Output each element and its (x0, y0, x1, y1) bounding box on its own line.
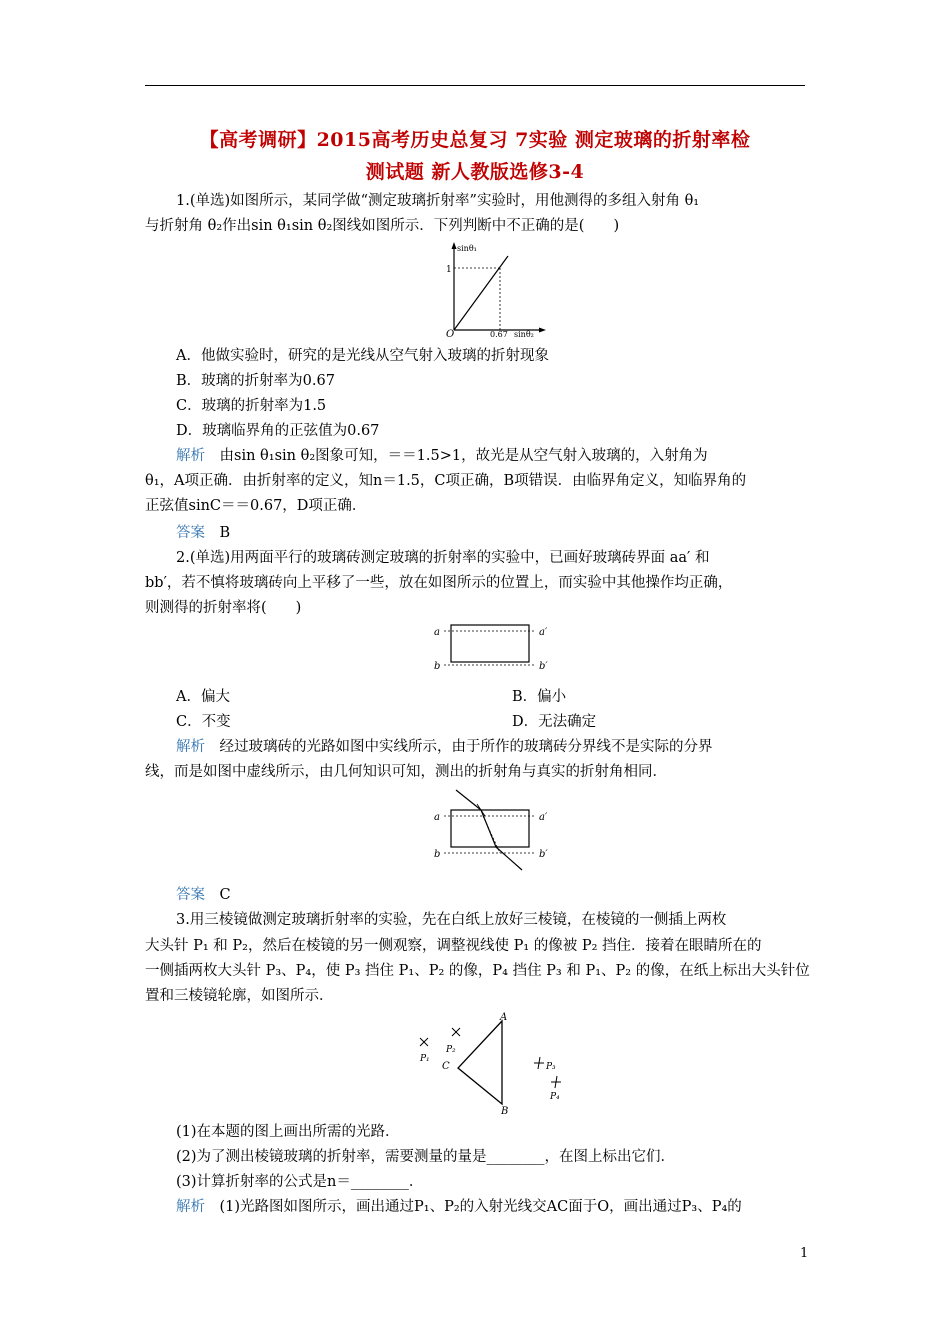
q2-label-a: a (434, 627, 440, 638)
q1-option-b: B．玻璃的折射率为0.67 (176, 373, 335, 389)
q1-option-c: C．玻璃的折射率为1.5 (176, 398, 327, 414)
q2-option-c: C．不变 (176, 714, 231, 730)
header-rule (145, 85, 805, 86)
q3-sub-question-1: (1)在本题的图上画出所需的光路． (176, 1124, 400, 1140)
q2-fig2-label-a-prime: a′ (539, 812, 548, 823)
q3-analysis-label: 解析 (176, 1199, 205, 1215)
q2-answer-value: C (219, 887, 231, 903)
q3-label-p2: P₂ (446, 1045, 456, 1055)
q1-answer-value: B (219, 525, 231, 541)
doc-title-line1: 【高考调研】2015高考历史总复习 7实验 测定玻璃的折射率检 (199, 129, 751, 151)
q3-pin-p1 (420, 1038, 428, 1046)
q1-answer (176, 523, 230, 543)
q2-light-path-figure (430, 786, 560, 876)
q1-x-arrow (539, 328, 546, 333)
q2-fig2-label-b-prime: b′ (539, 849, 548, 860)
q1-y-label: sinθ₁ (457, 244, 477, 253)
q2-glass-brick-figure (430, 618, 560, 674)
q2-label-b: b (434, 661, 441, 672)
q3-stem-line2: 大头针 P₁ 和 P₂，然后在棱镜的另一侧观察，调整视线使 P₁ 的像被 P₂ 挡住．接着在眼睛所在的 (145, 938, 762, 954)
q3-label-p4: P₄ (550, 1092, 560, 1102)
q3-sub-question-2: (2)为了测出棱镜玻璃的折射率，需要测量的量是________，在图上标出它们． (176, 1149, 676, 1165)
q1-x-tick: 0.67 (490, 330, 508, 338)
q1-y-arrow (452, 242, 457, 249)
q3-stem-line1: 3.用三棱镜做测定玻璃折射率的实验，先在白纸上放好三棱镜，在棱镜的一侧插上两枚 (176, 912, 727, 928)
q3-stem-line4: 置和三棱镜轮廓，如图所示． (145, 988, 334, 1004)
q2-stem-line3: 则测得的折射率将( ) (145, 600, 302, 616)
q3-vertex-b: B (501, 1106, 509, 1116)
q1-origin: O (446, 329, 455, 338)
q3-vertex-a: A (500, 1012, 508, 1023)
q2-incident-ray (456, 790, 481, 810)
q2-analysis-line2: 线，而是如图中虚线所示，由几何知识可知，测出的折射角与真实的折射角相同． (145, 764, 667, 780)
q1-stem-line2: 与折射角 θ₂作出sin θ₁sin θ₂图线如图所示．下列判断中不正确的是( ) (145, 218, 620, 234)
q2-label-b-prime: b′ (539, 661, 548, 672)
q1-answer-label: 答案 (176, 525, 205, 541)
q1-analysis-label: 解析 (176, 448, 205, 464)
q2-exit-ray (496, 847, 522, 870)
q2-answer-label: 答案 (176, 887, 205, 903)
q2-fig2-label-a: a (434, 812, 440, 823)
q2-label-a-prime: a′ (539, 627, 548, 638)
q3-stem-line3: 一侧插两枚大头针 P₃、P₄，使 P₃ 挡住 P₁、P₂ 的像，P₄ 挡住 P₃ 和 P₁、P₂ 的像，在纸上标出大头针位 (145, 963, 810, 979)
q2-stem-line2: bb′，若不慎将玻璃砖向上平移了一些，放在如图所示的位置上，而实验中其他操作均正确， (145, 575, 733, 591)
q3-vertex-c: C (442, 1061, 450, 1072)
q3-prism-figure (410, 1006, 580, 1116)
q1-sine-graph (430, 238, 550, 338)
q2-stem-line1: 2.(单选)用两面平行的玻璃砖测定玻璃的折射率的实验中，已画好玻璃砖界面 aa′ 和 (176, 550, 710, 566)
q1-analysis-line1 (176, 446, 708, 466)
q1-x-label: sinθ₂ (514, 330, 534, 338)
q3-label-p1: P₁ (420, 1054, 430, 1064)
q1-analysis-line3: 正弦值sinC＝＝0.67，D项正确． (145, 498, 367, 514)
q3-label-p3: P₃ (546, 1062, 556, 1072)
q2-analysis-text1: 经过玻璃砖的光路如图中实线所示，由于所作的玻璃砖分界线不是实际的分界 (219, 739, 713, 755)
q3-sub-question-3: (3)计算折射率的公式是n＝________． (176, 1174, 424, 1190)
q2-analysis-line1 (176, 737, 713, 757)
q2-option-a: A．偏大 (176, 689, 230, 705)
q2-analysis-label: 解析 (176, 739, 205, 755)
q2-answer (176, 885, 231, 905)
q2-fig2-label-b: b (434, 849, 441, 860)
q3-analysis-text1: (1)光路图如图所示，画出通过P₁、P₂的入射光线交AC面于O，画出通过P₃、P₄的 (219, 1199, 742, 1215)
q1-stem-line1: 1.(单选)如图所示，某同学做“测定玻璃折射率”实验时，用他测得的多组入射角 θ₁ (176, 193, 700, 209)
q3-pin-p2 (452, 1028, 460, 1036)
doc-title-line2: 测试题 新人教版选修3-4 (365, 161, 585, 183)
page-number: 1 (800, 1246, 809, 1261)
q2-glass-brick-actual (451, 810, 529, 847)
q1-analysis-text1: 由sin θ₁sin θ₂图象可知，＝＝1.5>1，故光是从空气射入玻璃的，入射角为 (219, 448, 708, 464)
q3-pin-p4 (551, 1076, 561, 1088)
q1-option-d: D．玻璃临界角的正弦值为0.67 (176, 423, 380, 439)
q2-glass-brick (451, 625, 529, 662)
q2-option-d: D．无法确定 (512, 714, 597, 730)
q1-option-a: A．他做实验时，研究的是光线从空气射入玻璃的折射现象 (176, 348, 549, 364)
q1-analysis-line2: θ₁，A项正确．由折射率的定义，知n＝1.5，C项正确，B项错误．由临界角定义，知临界角的 (145, 473, 747, 489)
q3-pin-p3 (534, 1057, 544, 1069)
q1-y-tick: 1 (446, 265, 452, 275)
q3-prism-outline (458, 1021, 502, 1104)
q2-option-b: B．偏小 (512, 689, 567, 705)
q3-analysis-line1 (176, 1197, 742, 1217)
